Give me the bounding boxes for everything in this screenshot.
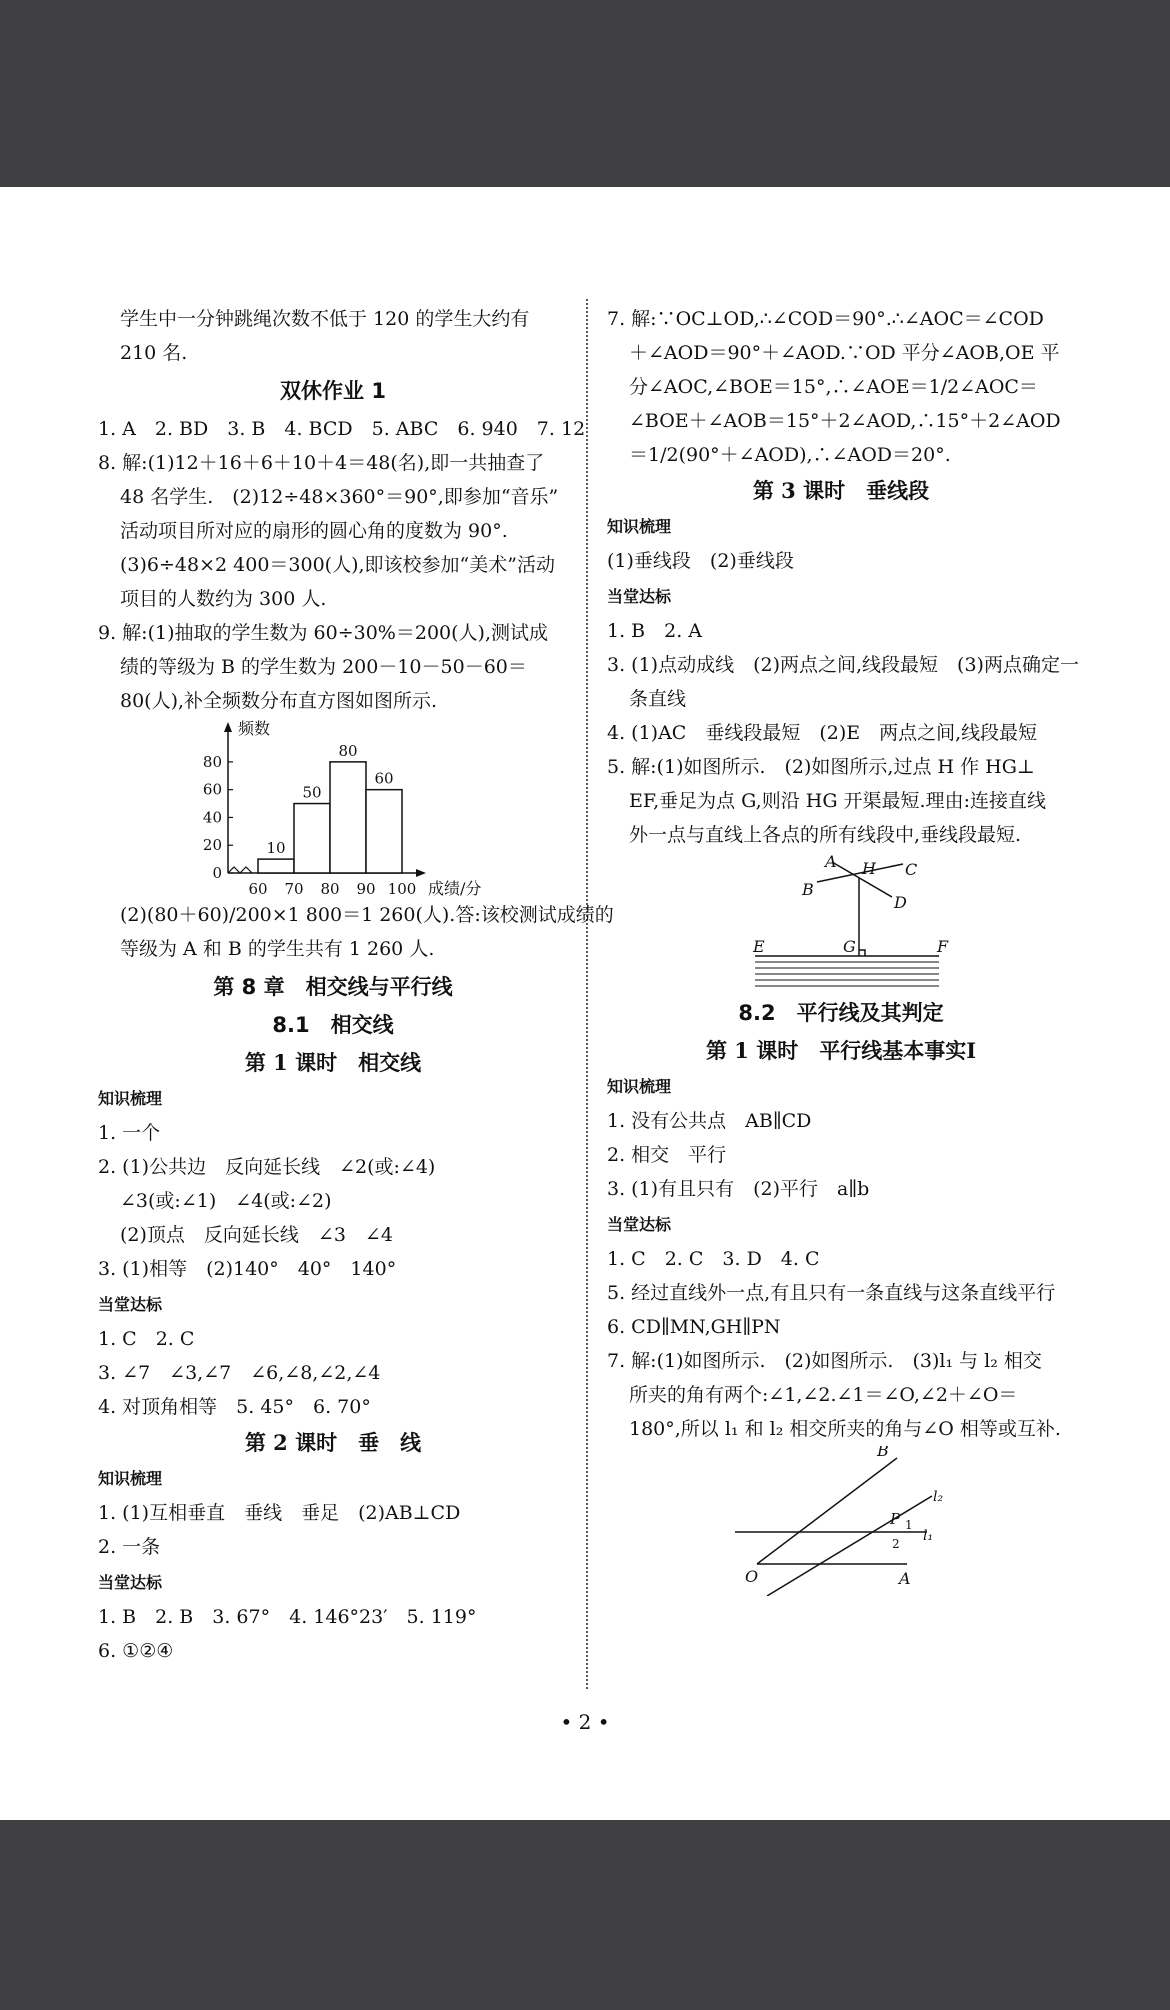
- y-tick-label: 80: [202, 752, 222, 771]
- y-axis-arrow: [224, 722, 232, 732]
- label-p: P: [890, 1510, 901, 1528]
- histogram-chart: [98, 718, 538, 898]
- label-h: H: [862, 859, 876, 878]
- x-axis-arrow: [416, 869, 426, 877]
- label-o: O: [745, 1567, 759, 1586]
- chapter-title: 第 8 章 相交线与平行线: [213, 975, 453, 999]
- answer-line: 1. B 2. A: [607, 620, 703, 642]
- label-d: D: [894, 893, 907, 912]
- ray-ob: [757, 1458, 897, 1564]
- bar-value-label: 50: [302, 783, 322, 802]
- angle-1-label: 1: [905, 1518, 913, 1532]
- label-b: B: [877, 1446, 889, 1460]
- x-tick-label: 60: [248, 880, 268, 898]
- answer-line: 1. C 2. C: [98, 1328, 195, 1350]
- subsection-heading: 知识梳理: [98, 1089, 163, 1108]
- answer-line: 1. B 2. B 3. 67° 4. 146°23′ 5. 119°: [98, 1606, 477, 1628]
- answer-line: 3. ∠7 ∠3,∠7 ∠6,∠8,∠2,∠4: [98, 1362, 381, 1384]
- answer-line: 4. (1)AC 垂线段最短 (2)E 两点之间,线段最短: [607, 722, 1038, 744]
- answer-line: (2)顶点 反向延长线 ∠3 ∠4: [120, 1224, 393, 1246]
- answer-line: 1. (1)互相垂直 垂线 垂足 (2)AB⊥CD: [98, 1502, 461, 1524]
- right-column: [607, 302, 1079, 1596]
- label-a: A: [825, 852, 837, 871]
- label-f: F: [937, 937, 949, 956]
- parallel-figure: [607, 1446, 1075, 1596]
- intro-line: 学生中一分钟跳绳次数不低于 120 的学生大约有: [120, 308, 530, 330]
- answer-line: 条直线: [629, 688, 687, 710]
- x-tick-label: 100: [387, 880, 417, 898]
- y-tick-label: 60: [202, 780, 222, 799]
- answer-line: 7. 解:(1)如图所示. (2)如图所示. (3)l₁ 与 l₂ 相交: [607, 1350, 1042, 1372]
- x-tick-label: 80: [320, 880, 340, 898]
- subsection-heading: 当堂达标: [607, 587, 672, 606]
- label-l2: l₂: [933, 1489, 944, 1505]
- answer-line: 4. 对顶角相等 5. 45° 6. 70°: [98, 1396, 371, 1418]
- lesson-title: 第 1 课时 相交线: [244, 1050, 422, 1075]
- section-title: 8.2 平行线及其判定: [738, 1001, 944, 1025]
- q8-line: 项目的人数约为 300 人.: [120, 588, 327, 610]
- histogram-bar: [366, 790, 402, 873]
- q7-line: ∠BOE＋∠AOB＝15°＋2∠AOD,∴15°＋2∠AOD: [629, 410, 1061, 432]
- document-page: [0, 187, 1170, 1820]
- q9-line: 80(人),补全频数分布直方图如图所示.: [120, 690, 438, 712]
- angle-2-label: 2: [892, 1537, 900, 1551]
- axis-break: [228, 867, 252, 873]
- answer-line: 180°,所以 l₁ 和 l₂ 相交所夹的角与∠O 相等或互补.: [629, 1418, 1061, 1440]
- x-tick-label: 70: [284, 880, 304, 898]
- x-axis-label: 成绩/分: [428, 879, 482, 898]
- lesson-title: 第 3 课时 垂线段: [752, 478, 930, 503]
- left-column: [98, 302, 614, 1668]
- answer-line: 6. CD∥MN,GH∥PN: [607, 1316, 781, 1338]
- q9-part2-line: (2)(80＋60)/200×1 800＝1 260(人).答:该校测试成绩的: [120, 904, 614, 926]
- q7-line: 7. 解:∵OC⊥OD,∴∠COD＝90°.∴∠AOC＝∠COD: [607, 308, 1044, 330]
- answer-line: EF,垂足为点 G,则沿 HG 开渠最短.理由:连接直线: [629, 790, 1046, 812]
- lesson-title: 第 1 课时 平行线基本事实Ⅰ: [705, 1038, 977, 1063]
- parallel-diagram: [607, 1446, 1067, 1596]
- histogram-bar: [258, 859, 294, 873]
- q9-line: 绩的等级为 B 的学生数为 200－10－50－60＝: [120, 656, 527, 678]
- answer-line: ∠3(或:∠1) ∠4(或:∠2): [120, 1190, 332, 1212]
- q9-line: 9. 解:(1)抽取的学生数为 60÷30%＝200(人),测试成: [98, 622, 548, 644]
- bar-value-label: 60: [374, 769, 394, 788]
- answer-line: 所夹的角有两个:∠1,∠2.∠1＝∠O,∠2＋∠O＝: [629, 1384, 1018, 1406]
- answer-line: 5. 经过直线外一点,有且只有一条直线与这条直线平行: [607, 1282, 1056, 1304]
- q7-line: ＝1/2(90°＋∠AOD),∴∠AOD＝20°.: [629, 444, 951, 466]
- q8-line: 活动项目所对应的扇形的圆心角的度数为 90°.: [120, 520, 508, 542]
- lesson-title: 第 2 课时 垂 线: [244, 1430, 422, 1455]
- section-title: 8.1 相交线: [272, 1013, 394, 1037]
- label-c: C: [905, 860, 918, 879]
- q7-line: ＋∠AOD＝90°＋∠AOD.∵OD 平分∠AOB,OE 平: [629, 342, 1060, 364]
- bar-value-label: 80: [338, 741, 358, 760]
- subsection-heading: 当堂达标: [98, 1295, 163, 1314]
- y-axis-label: 频数: [238, 719, 271, 738]
- y-tick-label: 40: [202, 808, 222, 827]
- answer-line: 5. 解:(1)如图所示. (2)如图所示,过点 H 作 HG⊥: [607, 756, 1035, 778]
- q8-line: 8. 解:(1)12＋16＋6＋10＋4＝48(名),即一共抽查了: [98, 452, 545, 474]
- answers-line: 1. A 2. BD 3. B 4. BCD 5. ABC 6. 940 7. 12: [98, 418, 586, 440]
- q7-line: 分∠AOC,∠BOE＝15°,∴∠AOE＝1/2∠AOC＝: [629, 376, 1038, 398]
- answer-line: 1. 没有公共点 AB∥CD: [607, 1110, 812, 1132]
- q9-part2-line: 等级为 A 和 B 的学生共有 1 260 人.: [120, 938, 435, 960]
- answer-line: 1. 一个: [98, 1122, 161, 1144]
- y-tick-label: 0: [212, 864, 222, 882]
- answer-line: 1. C 2. C 3. D 4. C: [607, 1248, 820, 1270]
- answer-line: 2. (1)公共边 反向延长线 ∠2(或:∠4): [98, 1156, 436, 1178]
- histogram-figure: [98, 718, 568, 898]
- subsection-heading: 当堂达标: [607, 1215, 672, 1234]
- answer-line: 3. (1)相等 (2)140° 40° 140°: [98, 1258, 397, 1280]
- subsection-heading: 知识梳理: [607, 517, 672, 536]
- page-number: • 2 •: [560, 1710, 610, 1734]
- bar-value-label: 10: [266, 839, 286, 858]
- y-tick-label: 20: [202, 836, 222, 855]
- label-g: G: [843, 937, 856, 956]
- answer-line: 2. 一条: [98, 1536, 161, 1558]
- histogram-bar: [330, 762, 366, 873]
- perpendicular-diagram: [607, 852, 1067, 992]
- answer-line: 3. (1)点动成线 (2)两点之间,线段最短 (3)两点确定一: [607, 654, 1079, 676]
- label-l1: l₁: [923, 1528, 934, 1544]
- answer-line: (1)垂线段 (2)垂线段: [607, 550, 794, 572]
- subsection-heading: 知识梳理: [607, 1077, 672, 1096]
- q8-line: (3)6÷48×2 400＝300(人),即该校参加“美术”活动: [120, 554, 555, 576]
- q8-line: 48 名学生. (2)12÷48×360°＝90°,即参加“音乐”: [120, 486, 559, 508]
- homework-title: 双休作业 1: [280, 379, 386, 403]
- answer-line: 2. 相交 平行: [607, 1144, 727, 1166]
- label-a: A: [899, 1569, 911, 1588]
- answer-line: 6. ①②④: [98, 1640, 174, 1662]
- label-e: E: [753, 937, 765, 956]
- column-divider: [586, 299, 588, 1689]
- intro-line: 210 名.: [120, 342, 188, 364]
- subsection-heading: 知识梳理: [98, 1469, 163, 1488]
- perpendicular-figure: [607, 852, 1075, 992]
- right-angle-mark: [859, 950, 865, 956]
- histogram-bar: [294, 804, 330, 873]
- x-tick-label: 90: [356, 880, 376, 898]
- label-b: B: [802, 880, 814, 899]
- subsection-heading: 当堂达标: [98, 1573, 163, 1592]
- answer-line: 3. (1)有且只有 (2)平行 a∥b: [607, 1178, 870, 1200]
- answer-line: 外一点与直线上各点的所有线段中,垂线段最短.: [629, 824, 1022, 846]
